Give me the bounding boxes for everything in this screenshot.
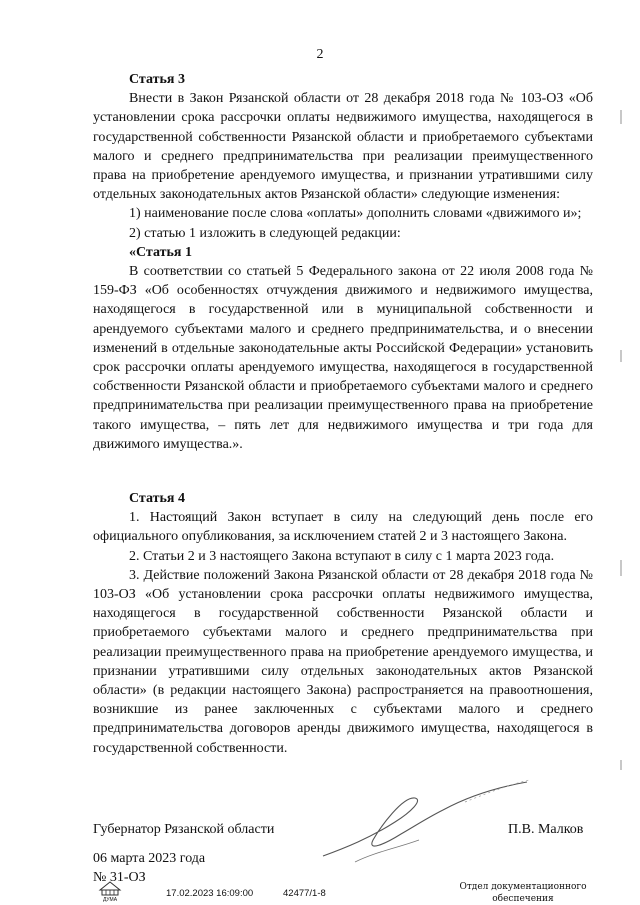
stamp-line-1: Отдел документационного — [459, 882, 587, 892]
article-4-paragraph-1: 1. Настоящий Закон вступает в силу на следующий день после его официального опубликования, за исключением статей 2 и 3 настоящего Закона. — [93, 510, 593, 545]
stamp-line-2: обеспечения — [492, 894, 554, 904]
article-3 — [93, 70, 593, 454]
law-date: 06 марта 2023 года — [93, 851, 206, 866]
article-4-paragraph-3: 3. Действие положений Закона Рязанской области от 28 декабря 2018 года № 103-ОЗ «Об установлении срока рассрочки оплаты недвижимого имущества, находящегося в государственной собственности Рязанской области и приобретаемого субъектами малого и среднего предпринимательства при реализации преимущественного права на приобретение арендуемого имущества, и признании утратившими силу отдельных законодательных актов Рязанской области» (в редакции настоящего Закона) распространяется на правоотношения, возникшие из ранее заключенных с субъектами малого и среднего предпринимательства договоров аренды движимого имущества, находящегося в государственной собственности. — [93, 567, 593, 756]
handwritten-signature — [315, 778, 535, 868]
quoted-article-heading: «Статья 1 — [129, 244, 192, 260]
signatory-name: П.В. Малков — [508, 822, 584, 837]
footer-doc-code: 42477/1-8 — [283, 888, 326, 899]
margin-mark — [620, 350, 622, 362]
page-number: 2 — [316, 47, 324, 62]
quoted-article-text: В соответствии со статьей 5 Федерального закона от 22 июля 2008 года № 159-ФЗ «Об особенностях отчуждения движимого и недвижимого имущества, находящегося в государственной или в муниципальной собственности и арендуемого субъектами малого и среднего предпринимательства, и о внесении изменений в отдельные законодательные акты Российской Федерации» установить срок рассрочки оплаты арендуемого имущества, находящегося в государственной собственности Рязанской области и приобретаемого субъектами малого и среднего предпринимательства при реализации преимущественного права на приобретение такого имущества, – пять лет для недвижимого имущества и три года для движимого имущества.». — [93, 264, 593, 452]
article-3-item-1: 1) наименование после слова «оплаты» дополнить словами «движимого и»; — [129, 206, 582, 222]
signatory-position: Губернатор Рязанской области — [93, 822, 275, 837]
department-stamp — [448, 881, 598, 905]
margin-mark — [620, 110, 622, 124]
article-4 — [93, 489, 593, 758]
article-4-paragraph-2: 2. Статьи 2 и 3 настоящего Закона вступают в силу с 1 марта 2023 года. — [129, 548, 555, 564]
article-4-heading: Статья 4 — [129, 491, 185, 506]
footer-timestamp: 17.02.2023 16:09:00 — [166, 888, 254, 899]
law-number: № 31-ОЗ — [93, 870, 146, 885]
article-3-intro: Внести в Закон Рязанской области от 28 декабря 2018 года № 103-ОЗ «Об установлении срока рассрочки оплаты недвижимого имущества, находящегося в государственной собственности Рязанской области и приобретаемого субъектами малого и среднего предпринимательства при реализации преимущественного права на приобретение арендуемого имущества, и признании утратившими силу отдельных законодательных актов Рязанской области» следующие изменения: — [93, 91, 593, 203]
margin-mark — [620, 560, 622, 576]
article-3-item-2: 2) статью 1 изложить в следующей редакции: — [129, 225, 401, 241]
margin-mark — [620, 760, 622, 770]
logo-caption: ДУМА — [102, 897, 118, 903]
article-3-heading: Статья 3 — [129, 72, 185, 87]
